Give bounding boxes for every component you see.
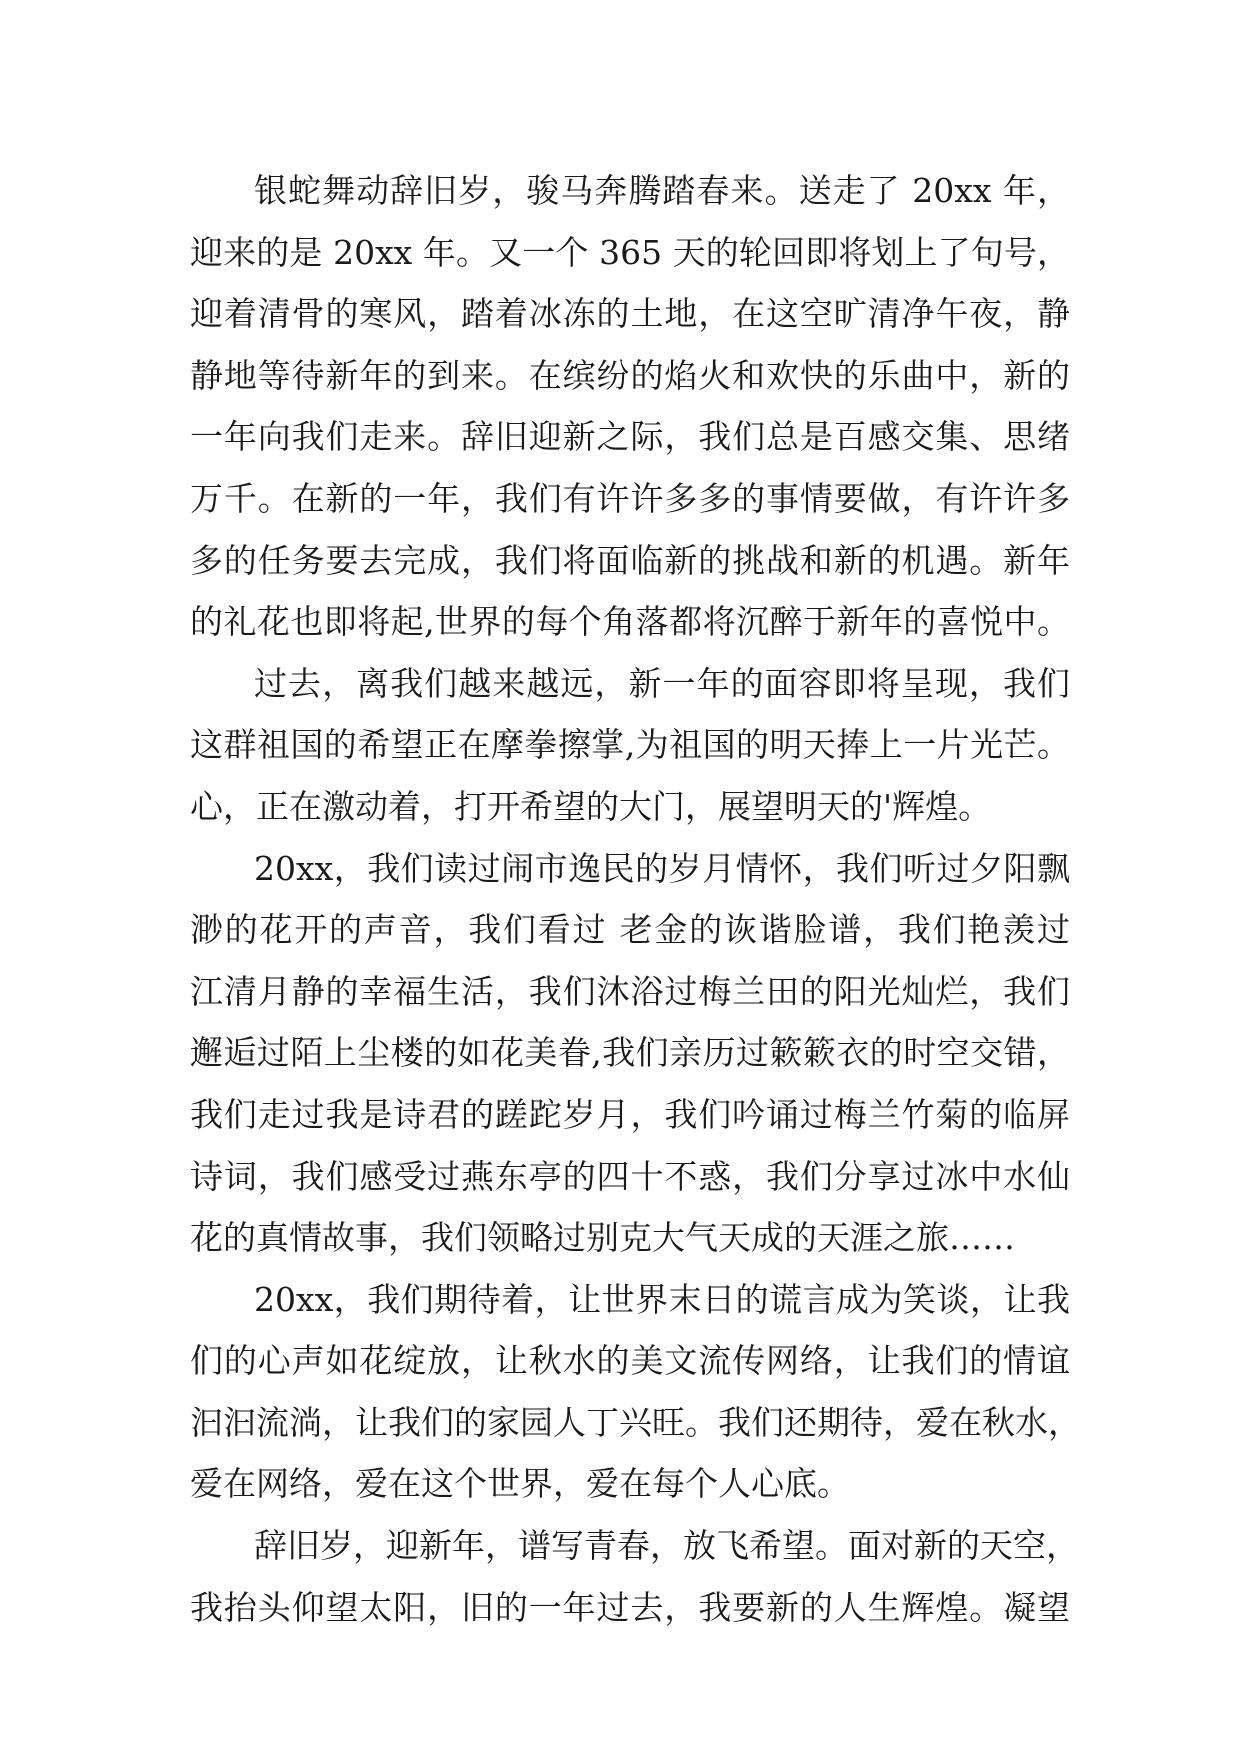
- text-line: 多的任务要去完成，我们将面临新的挑战和新的机遇。新年: [190, 540, 1070, 580]
- text-line: 我们走过我是诗君的蹉跎岁月，我们吟诵过梅兰竹菊的临屏: [190, 1094, 1070, 1134]
- text-line: 过去，离我们越来越远，新一年的面容即将呈现，我们: [254, 663, 1070, 703]
- text-line: 20xx，我们读过闹市逸民的岁月情怀，我们听过夕阳飘: [254, 848, 1070, 888]
- text-line: 江清月静的幸福生活，我们沐浴过梅兰田的阳光灿烂，我们: [190, 971, 1070, 1011]
- text-line: 这群祖国的希望正在摩拳擦掌,为祖国的明天捧上一片光芒。: [190, 725, 1070, 765]
- text-line: 渺的花开的声音，我们看过 老金的诙谐脸谱，我们艳羡过: [190, 910, 1070, 950]
- text-line: 辞旧岁，迎新年，谱写青春，放飞希望。面对新的天空，: [254, 1526, 1079, 1566]
- text-line: 银蛇舞动辞旧岁，骏马奔腾踏春来。送走了 20xx 年，: [254, 171, 1070, 210]
- document-body: [190, 160, 1081, 1638]
- text-line: 的礼花也即将起,世界的每个角落都将沉醉于新年的喜悦中。: [190, 602, 1070, 642]
- text-line: 心，正在激动着，打开希望的大门，展望明天的'辉煌。: [190, 786, 992, 826]
- text-line: 迎来的是 20xx 年。又一个 365 天的轮回即将划上了句号，: [190, 232, 1070, 272]
- text-line: 迎着清骨的寒风，踏着冰冻的土地，在这空旷清净午夜，静: [190, 294, 1070, 334]
- text-line: 们的心声如花绽放，让秋水的美文流传网络，让我们的情谊: [190, 1341, 1070, 1381]
- text-line: 邂逅过陌上尘楼的如花美眷,我们亲历过簌簌衣的时空交错，: [190, 1033, 1070, 1073]
- text-line: 爱在网络，爱在这个世界，爱在每个人心底。: [190, 1464, 850, 1504]
- text-line: 一年向我们走来。辞旧迎新之际，我们总是百感交集、思绪: [190, 417, 1070, 457]
- text-line: 汩汩流淌，让我们的家园人丁兴旺。我们还期待，爱在秋水，: [190, 1402, 1081, 1442]
- text-line: 静地等待新年的到来。在缤纷的焰火和欢快的乐曲中，新的: [190, 355, 1070, 395]
- text-line: 我抬头仰望太阳，旧的一年过去，我要新的人生辉煌。凝望: [190, 1587, 1070, 1627]
- text-line: 诗词，我们感受过燕东亭的四十不惑，我们分享过冰中水仙: [190, 1156, 1070, 1196]
- text-line: 花的真情故事，我们领略过别克大气天成的天涯之旅……: [190, 1218, 1015, 1258]
- text-line: 20xx，我们期待着，让世界末日的谎言成为笑谈，让我: [254, 1279, 1070, 1319]
- text-line: 万千。在新的一年，我们有许许多多的事情要做，有许许多: [190, 478, 1070, 518]
